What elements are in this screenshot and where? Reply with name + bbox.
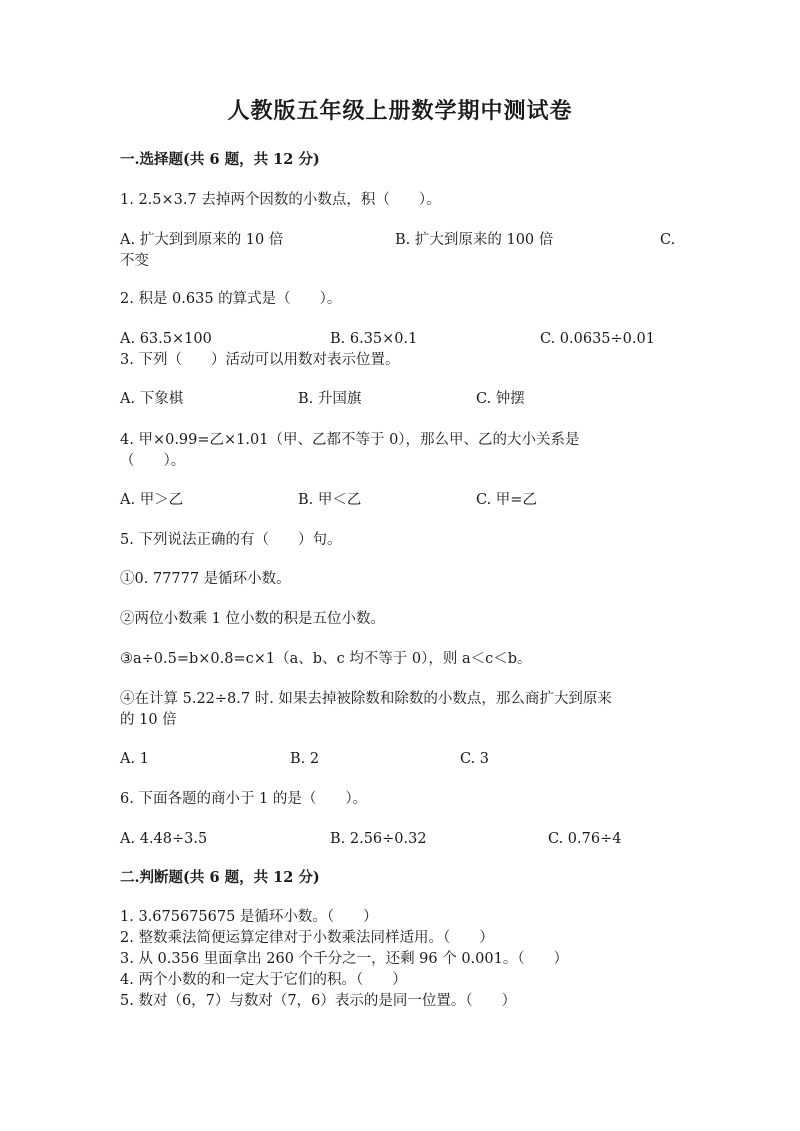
question-2-option-b: B. 6.35×0.1 <box>330 331 418 347</box>
question-1-option-c-text: 不变 <box>120 253 149 269</box>
judgement-item-5: 5. 数对（6，7）与数对（7，6）表示的是同一位置。（ ） <box>120 993 517 1009</box>
judgement-item-1: 1. 3.675675675 是循环小数。（ ） <box>120 909 378 925</box>
question-5-option-a: A. 1 <box>120 751 149 767</box>
question-5-option-c: C. 3 <box>460 751 490 767</box>
question-3-option-c: C. 钟摆 <box>476 391 525 407</box>
question-2-stem: 2. 积是 0.635 的算式是（ ）。 <box>120 291 342 307</box>
question-2-option-a: A. 63.5×100 <box>120 331 212 347</box>
question-6-option-b: B. 2.56÷0.32 <box>330 831 427 847</box>
judgement-item-4: 4. 两个小数的和一定大于它们的积。（ ） <box>120 972 407 988</box>
question-1-option-b: B. 扩大到原来的 100 倍 <box>395 232 554 248</box>
question-5-statement-4-line1: ④在计算 5.22÷8.7 时. 如果去掉被除数和除数的小数点，那么商扩大到原来 <box>120 691 612 707</box>
question-2-option-c: C. 0.0635÷0.01 <box>540 331 655 347</box>
question-5-statement-1: ①0. 77777 是循环小数。 <box>120 571 291 587</box>
question-5-statement-4-line2: 的 10 倍 <box>120 712 177 728</box>
judgement-item-2: 2. 整数乘法简便运算定律对于小数乘法同样适用。（ ） <box>120 930 494 946</box>
question-4-stem-line2: （ ）。 <box>120 453 186 469</box>
question-6-option-c: C. 0.76÷4 <box>548 831 622 847</box>
question-4-option-c: C. 甲=乙 <box>476 492 537 508</box>
question-4-stem-line1: 4. 甲×0.99=乙×1.01（甲、乙都不等于 0），那么甲、乙的大小关系是 <box>120 432 580 448</box>
question-4-option-b: B. 甲＜乙 <box>298 492 362 508</box>
question-6-stem: 6. 下面各题的商小于 1 的是（ ）。 <box>120 791 368 807</box>
question-5-statement-2: ②两位小数乘 1 位小数的积是五位小数。 <box>120 611 385 627</box>
question-1-stem: 1. 2.5×3.7 去掉两个因数的小数点，积（ ）。 <box>120 192 441 208</box>
question-3-option-a: A. 下象棋 <box>120 391 184 407</box>
question-1-option-a: A. 扩大到到原来的 10 倍 <box>120 232 284 248</box>
question-5-statement-3: ③a÷0.5=b×0.8=c×1（a、b、c 均不等于 0），则 a＜c＜b。 <box>120 651 532 667</box>
judgement-item-3: 3. 从 0.356 里面拿出 260 个千分之一，还剩 96 个 0.001。（ ） <box>120 951 569 967</box>
question-1-option-c-label: C. <box>660 232 676 248</box>
question-6-option-a: A. 4.48÷3.5 <box>120 831 208 847</box>
question-5-option-b: B. 2 <box>290 751 320 767</box>
question-3-option-b: B. 升国旗 <box>298 391 362 407</box>
question-3-stem: 3. 下列（ ）活动可以用数对表示位置。 <box>120 352 400 368</box>
section-heading-choice: 一.选择题(共 6 题，共 12 分) <box>120 151 320 168</box>
page-title: 人教版五年级上册数学期中测试卷 <box>227 98 573 124</box>
question-5-stem: 5. 下列说法正确的有（ ）句。 <box>120 532 342 548</box>
question-4-option-a: A. 甲＞乙 <box>120 492 184 508</box>
section-heading-judgement: 二.判断题(共 6 题，共 12 分) <box>120 869 320 886</box>
